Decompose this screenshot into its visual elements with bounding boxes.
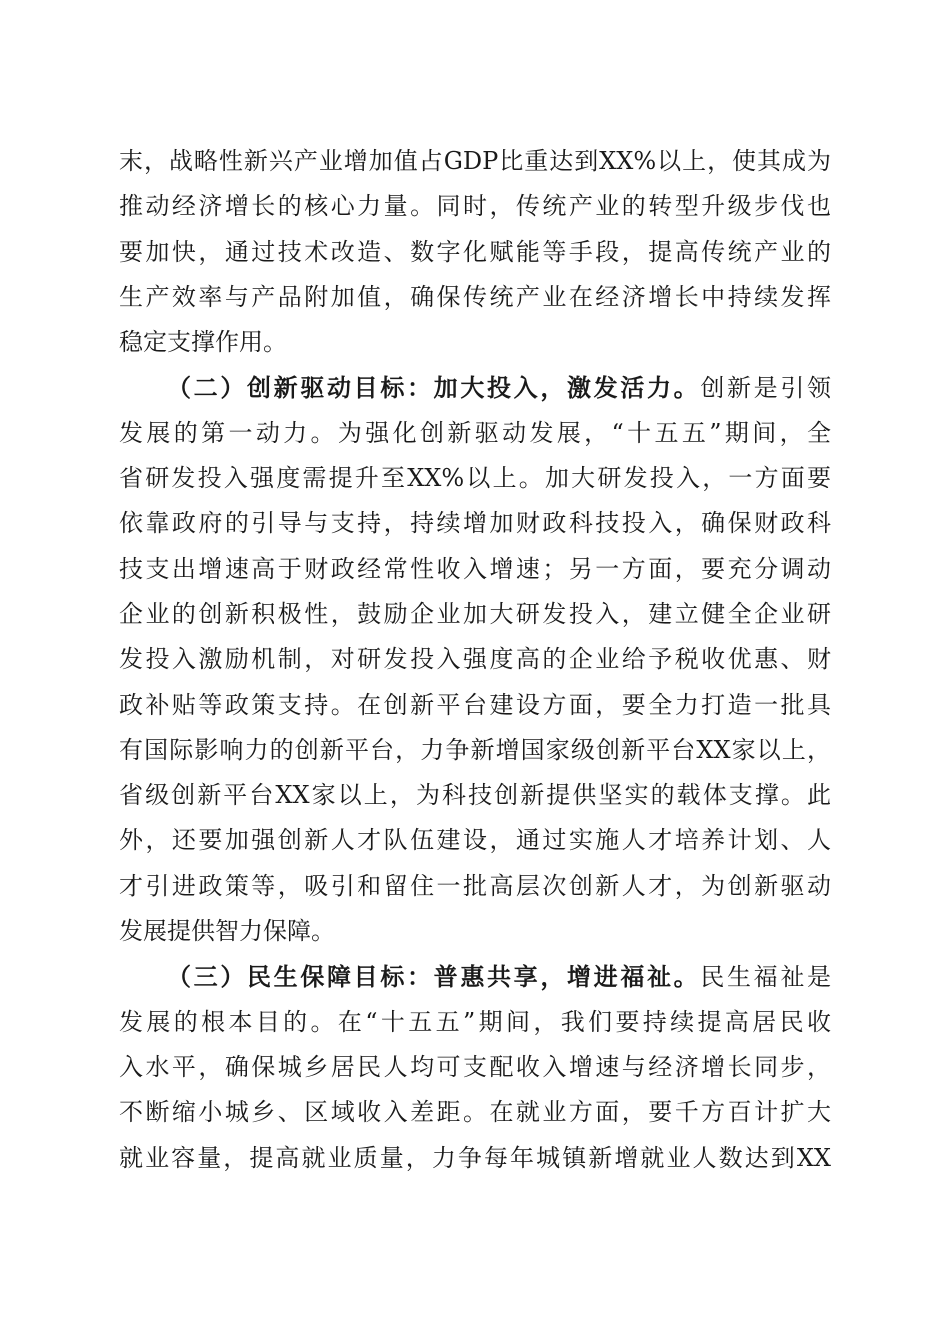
paragraph-line: 外，还要加强创新人才队伍建设，通过实施人才培养计划、人 xyxy=(119,826,831,855)
paragraph-line: 企业的创新积极性，鼓励企业加大研发投入，建立健全企业研 xyxy=(119,599,831,628)
paragraph-line: 发展提供智力保障。 xyxy=(119,917,335,946)
paragraph-line: 发展的第一动力。为强化创新驱动发展，“十五五”期间，全 xyxy=(119,418,831,447)
body-text xyxy=(119,139,831,1181)
paragraph-line: 发展的根本目的。在“十五五”期间，我们要持续提高居民收 xyxy=(119,1007,831,1036)
paragraph-line: 不断缩小城乡、区域收入差距。在就业方面，要千方百计扩大 xyxy=(119,1098,831,1127)
paragraph-line: 依靠政府的引导与支持，持续增加财政科技投入，确保财政科 xyxy=(119,509,831,538)
paragraph-line: 有国际影响力的创新平台，力争新增国家级创新平台XX家以上， xyxy=(119,735,831,764)
paragraph-line: 就业容量，提高就业质量，力争每年城镇新增就业人数达到XX xyxy=(119,1143,831,1172)
paragraph-first-line xyxy=(119,365,831,410)
paragraph-line: 末，战略性新兴产业增加值占GDP比重达到XX%以上，使其成为 xyxy=(119,147,831,175)
paragraph-line: 入水平，确保城乡居民人均可支配收入增速与经济增长同步， xyxy=(119,1052,831,1081)
section-heading: （二）创新驱动目标：加大投入，激发活力。 xyxy=(167,373,701,403)
paragraph-line: 生产效率与产品附加值，确保传统产业在经济增长中持续发挥 xyxy=(119,282,831,311)
paragraph-line: 技支出增速高于财政经常性收入增速；另一方面，要充分调动 xyxy=(119,554,831,583)
paragraph-text: 创新是引领 xyxy=(700,374,832,403)
paragraph-first-line xyxy=(119,954,831,999)
paragraph-text: 民生福祉是 xyxy=(700,963,832,992)
paragraph-line: 省级创新平台XX家以上，为科技创新提供坚实的载体支撑。此 xyxy=(119,781,831,810)
paragraph-line: 要加快，通过技术改造、数字化赋能等手段，提高传统产业的 xyxy=(119,237,831,266)
section-heading: （三）民生保障目标：普惠共享，增进福祉。 xyxy=(167,962,701,992)
paragraph-line: 才引进政策等，吸引和留住一批高层次创新人才，为创新驱动 xyxy=(119,871,831,900)
paragraph-line: 稳定支撑作用。 xyxy=(119,328,287,357)
paragraph-line: 发投入激励机制，对研发投入强度高的企业给予税收优惠、财 xyxy=(119,645,831,674)
paragraph-line: 政补贴等政策支持。在创新平台建设方面，要全力打造一批具 xyxy=(119,690,831,719)
paragraph-line: 省研发投入强度需提升至XX%以上。加大研发投入，一方面要 xyxy=(119,464,831,493)
paragraph-line: 推动经济增长的核心力量。同时，传统产业的转型升级步伐也 xyxy=(119,192,831,221)
